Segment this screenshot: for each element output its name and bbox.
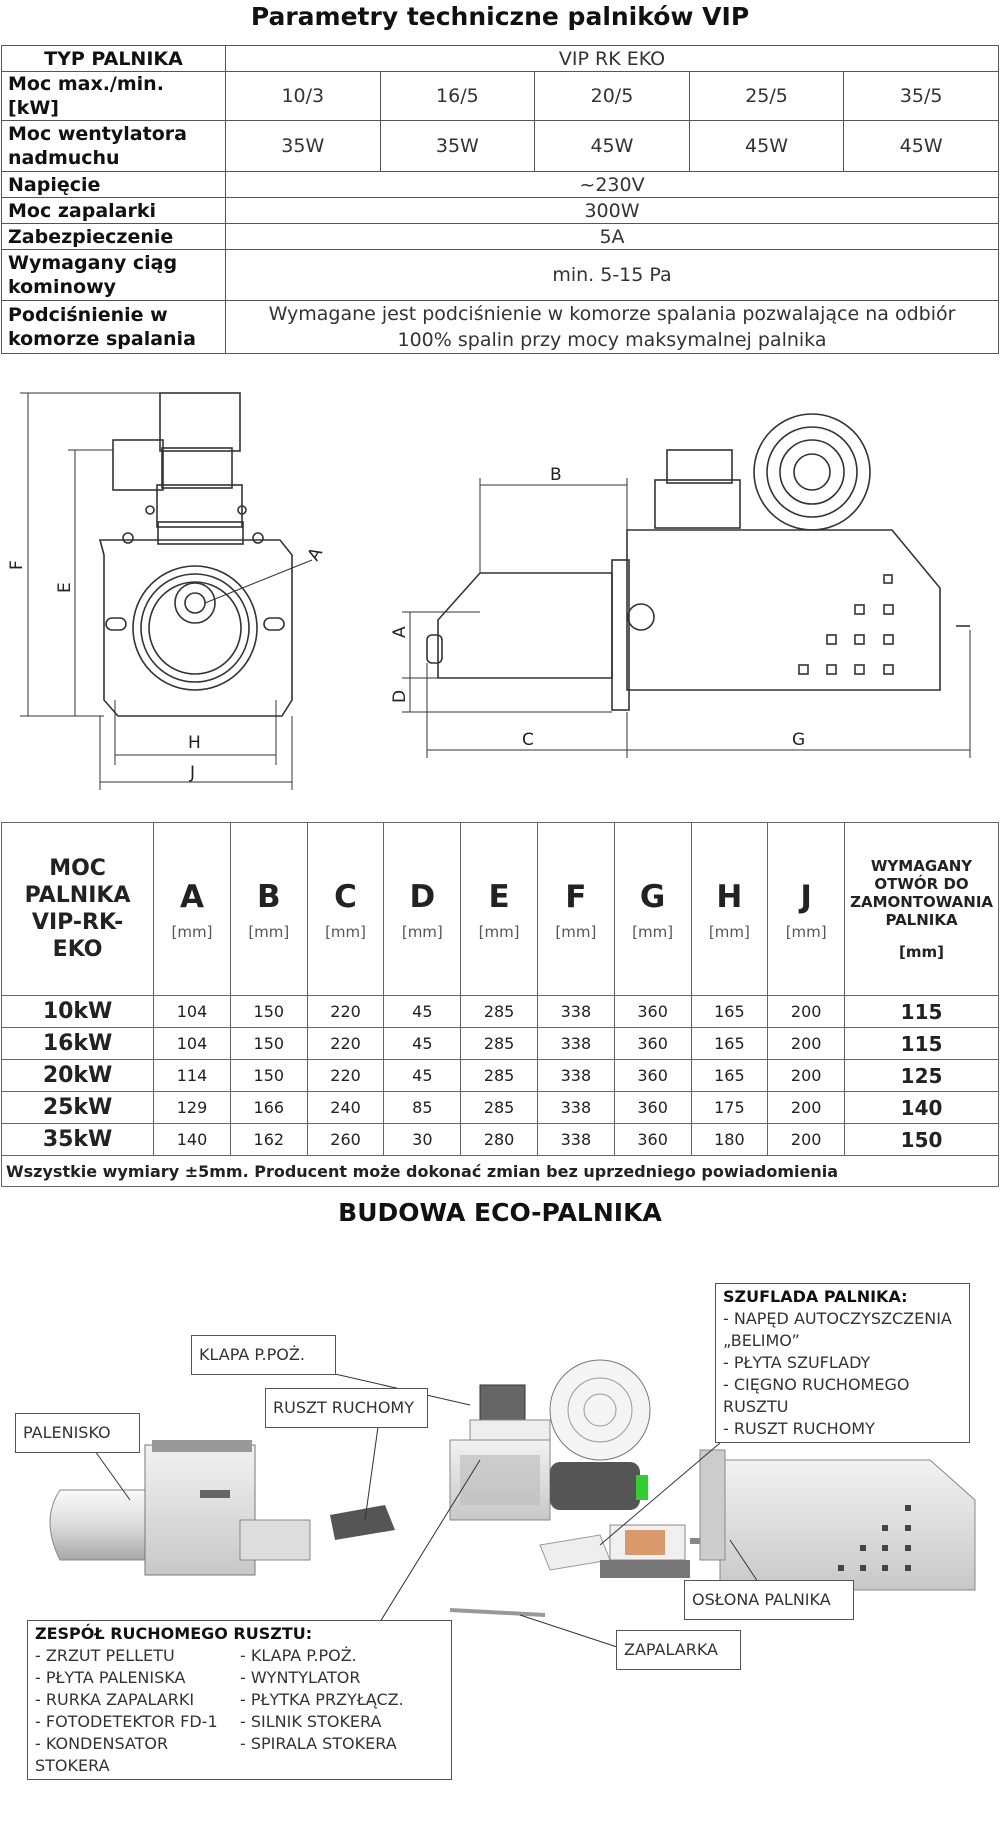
row-label: Napięcie bbox=[2, 172, 226, 198]
callout-text: KLAPA P.POŻ. bbox=[199, 1345, 305, 1364]
section-title: BUDOWA ECO-PALNIKA bbox=[338, 1198, 662, 1227]
callout-title: SZUFLADA PALNIKA: bbox=[723, 1287, 908, 1306]
technical-drawing bbox=[0, 370, 1000, 790]
cell: 45W bbox=[689, 121, 844, 172]
table-cell: 200 bbox=[768, 1060, 845, 1092]
table-cell: 180 bbox=[691, 1124, 768, 1156]
table-row bbox=[2, 1060, 999, 1092]
cell: 20/5 bbox=[535, 72, 690, 121]
row-label: TYP PALNIKA bbox=[2, 46, 226, 72]
unit-label: [mm] bbox=[401, 923, 443, 941]
cell: 35/5 bbox=[844, 72, 999, 121]
row-label: Wymagany ciąg kominowy bbox=[2, 250, 226, 301]
col-header: F bbox=[565, 879, 587, 915]
table-cell: 165 bbox=[691, 1028, 768, 1060]
table-cell: 200 bbox=[768, 1092, 845, 1124]
row-label: Moc max./min. [kW] bbox=[2, 72, 226, 121]
callout-oslona bbox=[684, 1580, 854, 1620]
unit-label: [mm] bbox=[171, 923, 213, 941]
unit-label: [mm] bbox=[555, 923, 597, 941]
cell: VIP RK EKO bbox=[226, 46, 999, 72]
cell: min. 5-15 Pa bbox=[226, 250, 999, 301]
unit-label: [mm] bbox=[632, 923, 674, 941]
table-cell: 104 bbox=[154, 996, 231, 1028]
table-cell: 338 bbox=[537, 1028, 614, 1060]
table-row bbox=[2, 996, 999, 1028]
table-cell: 200 bbox=[768, 1124, 845, 1156]
table-row bbox=[2, 1028, 999, 1060]
table-cell: 150 bbox=[230, 996, 307, 1028]
callout-text: PALENISKO bbox=[23, 1423, 111, 1442]
callout-item: - SILNIK STOKERA bbox=[240, 1712, 382, 1731]
dim-label-g: G bbox=[792, 730, 806, 750]
table-cell: 150 bbox=[230, 1028, 307, 1060]
table-cell: 285 bbox=[461, 1060, 538, 1092]
callout-text: OSŁONA PALNIKA bbox=[692, 1590, 831, 1609]
table-cell: 115 bbox=[845, 1028, 999, 1060]
table-cell: 360 bbox=[614, 1060, 691, 1092]
callout-palenisko bbox=[15, 1413, 140, 1453]
table-row bbox=[2, 1092, 999, 1124]
dim-label-f: F bbox=[7, 560, 27, 570]
cell: 45W bbox=[535, 121, 690, 172]
table-cell: 285 bbox=[461, 1028, 538, 1060]
table-header-row bbox=[2, 823, 999, 996]
cell: 300W bbox=[226, 198, 999, 224]
table-cell: 338 bbox=[537, 1060, 614, 1092]
col-header: D bbox=[409, 879, 436, 915]
table-cell: 30 bbox=[384, 1124, 461, 1156]
table-cell: 280 bbox=[461, 1124, 538, 1156]
callout-zespol bbox=[27, 1620, 452, 1780]
dim-label-a-side: A bbox=[390, 626, 410, 638]
callout-item: - PŁYTKA PRZYŁĄCZ. bbox=[240, 1690, 404, 1709]
table-row bbox=[2, 198, 999, 224]
callout-item: - WYNTYLATOR bbox=[240, 1668, 361, 1687]
table-row bbox=[2, 72, 999, 121]
cell: Wymagane jest podciśnienie w komorze spalania pozwalające na odbiór 100% spalin przy mocy maksymalnej palnika bbox=[226, 301, 999, 354]
table-cell: 360 bbox=[614, 1124, 691, 1156]
table-cell: 129 bbox=[154, 1092, 231, 1124]
table-cell: 150 bbox=[845, 1124, 999, 1156]
callout-item: - RURKA ZAPALARKI bbox=[35, 1690, 195, 1709]
dim-label-d: D bbox=[390, 689, 410, 703]
dim-label-e: E bbox=[55, 582, 75, 593]
table-cell: 360 bbox=[614, 1092, 691, 1124]
table-cell: 35kW bbox=[2, 1124, 154, 1156]
callout-item: - RUSZT RUCHOMY bbox=[723, 1419, 875, 1438]
table-cell: 175 bbox=[691, 1092, 768, 1124]
col-header: A bbox=[180, 879, 205, 915]
table-cell: 360 bbox=[614, 1028, 691, 1060]
callout-item: - KLAPA P.POŻ. bbox=[240, 1646, 357, 1665]
table-cell: 16kW bbox=[2, 1028, 154, 1060]
col-header: H bbox=[716, 879, 743, 915]
unit-label: [mm] bbox=[785, 923, 827, 941]
table-cell: 220 bbox=[307, 996, 384, 1028]
table-row bbox=[2, 250, 999, 301]
callout-item: - ZRZUT PELLETU bbox=[35, 1646, 175, 1665]
table-cell: 140 bbox=[154, 1124, 231, 1156]
callout-zapalarka bbox=[616, 1630, 741, 1670]
table-cell: 140 bbox=[845, 1092, 999, 1124]
col-header: G bbox=[639, 879, 666, 915]
callout-item: - SPIRALA STOKERA bbox=[240, 1734, 397, 1753]
table-cell: 220 bbox=[307, 1060, 384, 1092]
cell: 35W bbox=[380, 121, 535, 172]
table-row bbox=[2, 121, 999, 172]
col-header: J bbox=[800, 879, 812, 915]
unit-label: [mm] bbox=[325, 923, 367, 941]
callout-title: ZESPÓŁ RUCHOMEGO RUSZTU: bbox=[35, 1624, 313, 1643]
table-cell: 115 bbox=[845, 996, 999, 1028]
unit-label: [mm] bbox=[708, 923, 750, 941]
table-cell: 114 bbox=[154, 1060, 231, 1092]
dim-label-b: B bbox=[550, 465, 562, 485]
callout-szuflada bbox=[715, 1283, 970, 1443]
dimensions-table bbox=[1, 822, 999, 1187]
callout-text: ZAPALARKA bbox=[624, 1640, 718, 1659]
table-cell: 200 bbox=[768, 996, 845, 1028]
dim-label-h: H bbox=[188, 733, 201, 753]
table-row bbox=[2, 301, 999, 354]
col-header: C bbox=[334, 879, 357, 915]
table-row bbox=[2, 1124, 999, 1156]
unit-label: [mm] bbox=[248, 923, 290, 941]
cell: 25/5 bbox=[689, 72, 844, 121]
table-cell: 25kW bbox=[2, 1092, 154, 1124]
table-cell: 104 bbox=[154, 1028, 231, 1060]
row-label: Moc zapalarki bbox=[2, 198, 226, 224]
table-row bbox=[2, 172, 999, 198]
required-hole-header: WYMAGANY OTWÓR DO ZAMONTOWANIA PALNIKA bbox=[850, 857, 994, 929]
page-title: Parametry techniczne palników VIP bbox=[250, 2, 750, 31]
callout-text: RUSZT RUCHOMY bbox=[273, 1398, 415, 1417]
table-row bbox=[2, 224, 999, 250]
callout-item: - CIĘGNO RUCHOMEGO RUSZTU bbox=[723, 1375, 910, 1416]
callout-item: - FOTODETEKTOR FD-1 bbox=[35, 1712, 218, 1731]
callout-item: - PŁYTA SZUFLADY bbox=[723, 1353, 871, 1372]
cell: 5A bbox=[226, 224, 999, 250]
cell: ~230V bbox=[226, 172, 999, 198]
table-cell: 20kW bbox=[2, 1060, 154, 1092]
callout-item: - NAPĘD AUTOCZYSZCZENIA „BELIMO” bbox=[723, 1309, 952, 1350]
table-cell: 338 bbox=[537, 996, 614, 1028]
table-cell: 285 bbox=[461, 1092, 538, 1124]
spec-table bbox=[1, 45, 999, 354]
unit-label: [mm] bbox=[478, 923, 520, 941]
callout-ruszt bbox=[265, 1388, 428, 1428]
table-cell: 338 bbox=[537, 1092, 614, 1124]
table-cell: 85 bbox=[384, 1092, 461, 1124]
table-cell: 162 bbox=[230, 1124, 307, 1156]
model-header: MOC PALNIKA VIP-RK-EKO bbox=[24, 856, 131, 962]
table-cell: 200 bbox=[768, 1028, 845, 1060]
row-label: Podciśnienie w komorze spalania bbox=[2, 301, 226, 354]
dim-label-j: J bbox=[190, 763, 196, 783]
callout-item: - PŁYTA PALENISKA bbox=[35, 1668, 186, 1687]
table-cell: 260 bbox=[307, 1124, 384, 1156]
callout-item: - KONDENSATOR STOKERA bbox=[35, 1734, 169, 1775]
table-cell: 125 bbox=[845, 1060, 999, 1092]
table-cell: 45 bbox=[384, 1060, 461, 1092]
dim-label-a: A bbox=[303, 544, 327, 565]
table-cell: 220 bbox=[307, 1028, 384, 1060]
table-row bbox=[2, 46, 999, 72]
table-cell: 45 bbox=[384, 996, 461, 1028]
table-cell: 360 bbox=[614, 996, 691, 1028]
cell: 16/5 bbox=[380, 72, 535, 121]
col-header: B bbox=[256, 879, 281, 915]
table-cell: 285 bbox=[461, 996, 538, 1028]
table-cell: 10kW bbox=[2, 996, 154, 1028]
dim-label-c: C bbox=[522, 730, 534, 750]
col-header: E bbox=[488, 879, 510, 915]
table-cell: 240 bbox=[307, 1092, 384, 1124]
table-cell: 165 bbox=[691, 996, 768, 1028]
cell: 45W bbox=[844, 121, 999, 172]
row-label: Zabezpieczenie bbox=[2, 224, 226, 250]
table-row bbox=[2, 1156, 999, 1187]
cell: 10/3 bbox=[226, 72, 381, 121]
table-cell: 338 bbox=[537, 1124, 614, 1156]
table-cell: 150 bbox=[230, 1060, 307, 1092]
callout-klapa bbox=[191, 1335, 336, 1375]
table-cell: 165 bbox=[691, 1060, 768, 1092]
table-cell: 45 bbox=[384, 1028, 461, 1060]
footnote: Wszystkie wymiary ±5mm. Producent może dokonać zmian bez uprzedniego powiadomienia bbox=[2, 1156, 999, 1187]
cell: 35W bbox=[226, 121, 381, 172]
row-label: Moc wentylatora nadmuchu bbox=[2, 121, 226, 172]
unit-label: [mm] bbox=[899, 943, 945, 961]
table-cell: 166 bbox=[230, 1092, 307, 1124]
